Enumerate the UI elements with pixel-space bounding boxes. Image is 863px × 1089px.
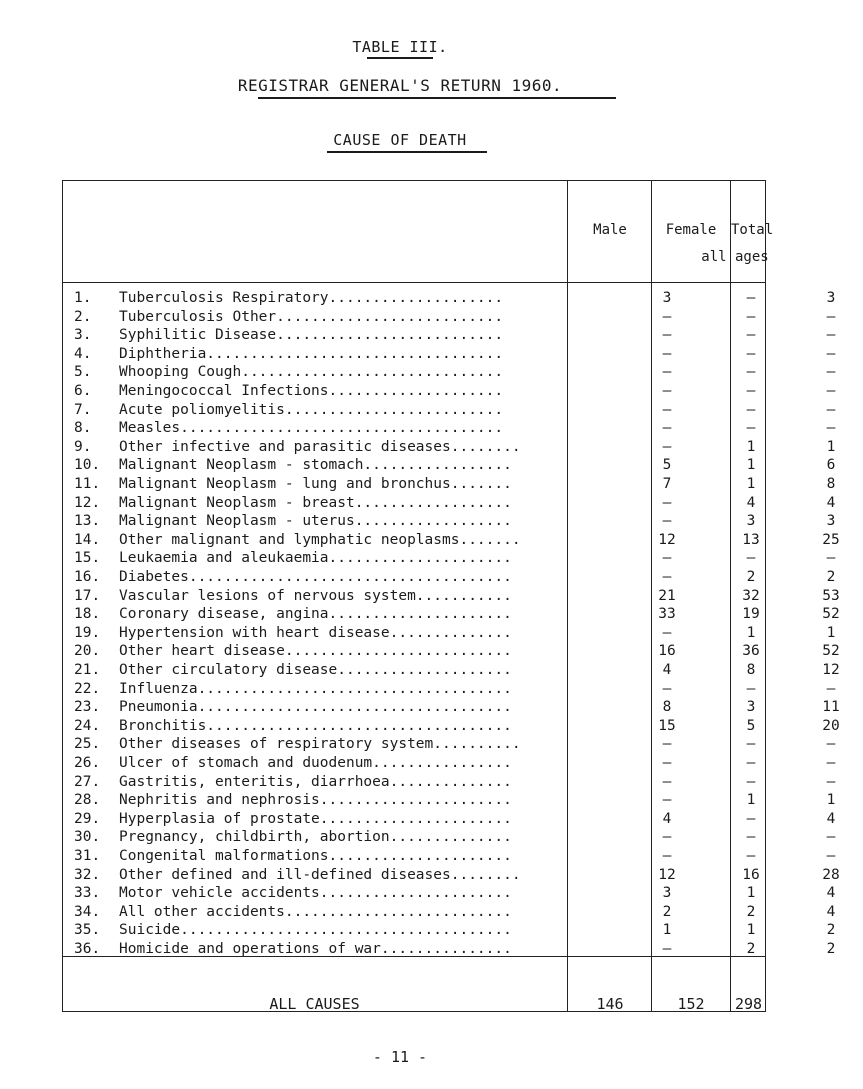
row-number: 33. xyxy=(74,885,101,902)
column-header-total-line2: all ages xyxy=(701,249,769,265)
female-count: – xyxy=(746,829,756,846)
female-count: 1 xyxy=(746,457,756,474)
row-number: 32. xyxy=(74,866,101,883)
total-count: – xyxy=(826,680,836,697)
column-header-total-line1: Total xyxy=(731,222,774,238)
total-count: – xyxy=(826,736,836,753)
table-row xyxy=(62,754,836,773)
row-number: 8. xyxy=(74,420,92,437)
cause-name: Pneumonia.................................... xyxy=(119,699,512,716)
cause-name: Other heart disease.......................... xyxy=(119,643,512,660)
section-underline xyxy=(327,151,487,153)
male-count: 3 xyxy=(662,885,672,902)
cause-name: Gastritis, enteritis, diarrhoea.............. xyxy=(119,773,512,790)
table-row xyxy=(62,438,836,457)
row-number: 12. xyxy=(74,494,101,511)
female-count: – xyxy=(746,290,756,306)
row-number: 1. xyxy=(74,290,92,306)
female-count: 1 xyxy=(746,476,756,492)
table-row xyxy=(62,308,836,327)
cause-name: Syphilitic Disease.......................... xyxy=(119,327,504,344)
all-causes-total: 298 xyxy=(734,995,763,1013)
female-count: 3 xyxy=(746,699,756,716)
male-count: – xyxy=(662,569,672,585)
subtitle-underline xyxy=(258,97,616,99)
cause-name: Suicide...................................... xyxy=(119,922,512,939)
female-count: – xyxy=(746,680,756,697)
table-row xyxy=(62,549,836,568)
row-number: 21. xyxy=(74,662,101,678)
total-count: – xyxy=(826,327,836,344)
row-number: 6. xyxy=(74,383,92,399)
cause-name: Coronary disease, angina..................... xyxy=(119,606,512,623)
cause-name: Malignant Neoplasm - lung and bronchus....... xyxy=(119,476,512,492)
table-row xyxy=(62,698,840,717)
male-count: 12 xyxy=(658,866,676,883)
row-number: 30. xyxy=(74,829,101,846)
cause-name: Vascular lesions of nervous system........... xyxy=(119,587,512,604)
all-causes-female: 152 xyxy=(677,995,705,1013)
table-row xyxy=(62,661,840,680)
total-count: 6 xyxy=(826,457,836,474)
cause-name: Whooping Cough.............................. xyxy=(119,364,504,381)
cause-name: Other infective and parasitic diseases........ xyxy=(119,438,521,455)
row-number: 23. xyxy=(74,699,101,716)
female-count: – xyxy=(746,345,756,362)
male-count: – xyxy=(662,792,672,809)
table-row xyxy=(62,475,836,494)
cause-name: Hypertension with heart disease.............. xyxy=(119,624,512,641)
row-number: 29. xyxy=(74,810,101,827)
female-count: – xyxy=(746,773,756,790)
all-causes-male: 146 xyxy=(596,995,624,1013)
cause-name: Meningococcal Infections.................... xyxy=(119,383,504,399)
row-number: 3. xyxy=(74,327,92,344)
female-count: 1 xyxy=(746,885,756,902)
table-row xyxy=(62,363,836,382)
total-count: 2 xyxy=(826,922,836,939)
female-count: 32 xyxy=(742,587,760,604)
male-count: – xyxy=(662,438,672,455)
cause-name: All other accidents.......................... xyxy=(119,903,512,920)
total-count: 3 xyxy=(826,513,836,530)
report-subtitle: REGISTRAR GENERAL'S RETURN 1960. xyxy=(237,76,563,95)
table-row xyxy=(62,828,836,847)
row-number: 31. xyxy=(74,848,101,864)
table-row xyxy=(62,921,836,940)
table-row xyxy=(62,456,836,475)
cause-name: Acute poliomyelitis......................... xyxy=(119,401,504,418)
table-row xyxy=(62,791,836,810)
title-underline xyxy=(367,57,433,59)
row-number: 9. xyxy=(74,438,92,455)
female-count: 5 xyxy=(746,717,756,734)
female-count: 2 xyxy=(746,903,756,920)
row-number: 5. xyxy=(74,364,92,381)
total-count: 2 xyxy=(826,569,836,585)
male-count: 7 xyxy=(662,476,672,492)
cause-name: Tuberculosis Other.......................... xyxy=(119,308,504,325)
total-count: 3 xyxy=(826,290,836,306)
row-number: 13. xyxy=(74,513,101,530)
male-count: – xyxy=(662,680,672,697)
male-count: 4 xyxy=(662,662,672,678)
table-row xyxy=(62,289,836,308)
cause-name: Diabetes..................................... xyxy=(119,569,512,585)
row-number: 20. xyxy=(74,643,101,660)
table-row xyxy=(62,419,836,438)
total-count: – xyxy=(826,383,836,399)
male-count: – xyxy=(662,364,672,381)
total-count: 4 xyxy=(826,885,836,902)
cause-name: Influenza.................................... xyxy=(119,680,512,697)
cause-name: Other malignant and lymphatic neoplasms....... xyxy=(119,531,521,548)
female-count: – xyxy=(746,308,756,325)
column-header-male: Male xyxy=(593,222,627,238)
table-row xyxy=(62,345,836,364)
female-count: – xyxy=(746,420,756,437)
table-row xyxy=(62,680,836,699)
cause-name: Homicide and operations of war............... xyxy=(119,941,512,957)
female-count: – xyxy=(746,848,756,864)
total-count: 1 xyxy=(826,792,836,809)
male-count: 8 xyxy=(662,699,672,716)
table-row xyxy=(62,717,840,736)
female-count: 1 xyxy=(746,438,756,455)
cause-name: Other diseases of respiratory system.......... xyxy=(119,736,521,753)
female-count: 16 xyxy=(742,866,760,883)
total-count: 53 xyxy=(822,587,840,604)
column-header-total xyxy=(731,218,774,242)
cause-name: Congenital malformations..................... xyxy=(119,848,512,864)
female-count: – xyxy=(746,550,756,567)
total-count: 11 xyxy=(822,699,840,716)
table-row xyxy=(62,940,836,959)
total-count: – xyxy=(826,364,836,381)
table-row xyxy=(62,810,836,829)
male-count: – xyxy=(662,513,672,530)
female-count: 2 xyxy=(746,941,756,957)
female-count: 4 xyxy=(746,494,756,511)
female-count: – xyxy=(746,736,756,753)
row-number: 24. xyxy=(74,717,101,734)
total-count: – xyxy=(826,773,836,790)
total-count: 28 xyxy=(822,866,840,883)
male-count: 21 xyxy=(658,587,676,604)
cause-name: Other defined and ill-defined diseases........ xyxy=(119,866,521,883)
female-count: 19 xyxy=(742,606,760,623)
table-row xyxy=(62,866,840,885)
male-count: 12 xyxy=(658,531,676,548)
row-number: 18. xyxy=(74,606,101,623)
cause-name: Pregnancy, childbirth, abortion.............. xyxy=(119,829,512,846)
cause-name: Nephritis and nephrosis...................... xyxy=(119,792,512,809)
female-count: 1 xyxy=(746,922,756,939)
row-number: 19. xyxy=(74,624,101,641)
female-count: – xyxy=(746,364,756,381)
total-count: 4 xyxy=(826,903,836,920)
total-count: 1 xyxy=(826,438,836,455)
row-number: 7. xyxy=(74,401,92,418)
female-count: – xyxy=(746,401,756,418)
total-count: 4 xyxy=(826,810,836,827)
male-count: 15 xyxy=(658,717,676,734)
total-count: – xyxy=(826,755,836,771)
male-count: – xyxy=(662,736,672,753)
table-row xyxy=(62,512,836,531)
cause-name: Leukaemia and aleukaemia..................... xyxy=(119,550,512,567)
total-count: – xyxy=(826,401,836,418)
row-number: 28. xyxy=(74,792,101,809)
table-row xyxy=(62,568,836,587)
row-number: 10. xyxy=(74,457,101,474)
table-row xyxy=(62,587,840,606)
cause-name: Bronchitis................................... xyxy=(119,717,512,734)
female-count: – xyxy=(746,383,756,399)
male-count: – xyxy=(662,773,672,790)
female-count: 1 xyxy=(746,792,756,809)
section-heading: CAUSE OF DEATH xyxy=(333,131,467,149)
cause-name: Malignant Neoplasm - breast.................. xyxy=(119,494,512,511)
female-count: – xyxy=(746,810,756,827)
table-row xyxy=(62,401,836,420)
row-number: 4. xyxy=(74,345,92,362)
total-count: 12 xyxy=(822,662,840,678)
cause-name: Ulcer of stomach and duodenum................ xyxy=(119,755,512,771)
total-count: – xyxy=(826,829,836,846)
male-count: – xyxy=(662,624,672,641)
male-count: – xyxy=(662,327,672,344)
male-count: – xyxy=(662,420,672,437)
male-count: 5 xyxy=(662,457,672,474)
female-count: 8 xyxy=(746,662,756,678)
row-number: 15. xyxy=(74,550,101,567)
total-count: 2 xyxy=(826,941,836,957)
female-count: 13 xyxy=(742,531,760,548)
male-count: – xyxy=(662,383,672,399)
female-count: – xyxy=(746,755,756,771)
male-count: – xyxy=(662,829,672,846)
row-number: 2. xyxy=(74,308,92,325)
total-count: – xyxy=(826,420,836,437)
row-number: 25. xyxy=(74,736,101,753)
row-number: 27. xyxy=(74,773,101,790)
row-number: 14. xyxy=(74,531,101,548)
page-number: - 11 - xyxy=(372,1048,428,1066)
total-count: 25 xyxy=(822,531,840,548)
table-row xyxy=(62,884,836,903)
cause-name: Tuberculosis Respiratory.................... xyxy=(119,290,504,306)
total-count: 52 xyxy=(822,606,840,623)
total-count: 4 xyxy=(826,494,836,511)
table-row xyxy=(62,847,836,866)
row-number: 26. xyxy=(74,755,101,771)
row-number: 16. xyxy=(74,569,101,585)
male-count: 16 xyxy=(658,643,676,660)
male-count: 3 xyxy=(662,290,672,306)
table-row xyxy=(62,735,836,754)
table-row xyxy=(62,773,836,792)
table-row xyxy=(62,382,836,401)
table-row xyxy=(62,642,840,661)
cause-name: Diphtheria.................................. xyxy=(119,345,504,362)
male-count: 1 xyxy=(662,922,672,939)
male-count: – xyxy=(662,755,672,771)
cause-name: Measles..................................... xyxy=(119,420,504,437)
male-count: 2 xyxy=(662,903,672,920)
male-count: – xyxy=(662,345,672,362)
male-count: 33 xyxy=(658,606,676,623)
male-count: – xyxy=(662,401,672,418)
total-count: – xyxy=(826,345,836,362)
female-count: 3 xyxy=(746,513,756,530)
total-count: – xyxy=(826,550,836,567)
table-row xyxy=(62,605,840,624)
table-row xyxy=(62,624,836,643)
column-header-female: Female xyxy=(665,222,717,238)
male-count: – xyxy=(662,550,672,567)
row-number: 34. xyxy=(74,903,101,920)
row-number: 11. xyxy=(74,476,101,492)
total-count: – xyxy=(826,848,836,864)
cause-name: Motor vehicle accidents...................... xyxy=(119,885,512,902)
cause-name: Malignant Neoplasm - uterus.................. xyxy=(119,513,512,530)
total-count: 52 xyxy=(822,643,840,660)
table-row xyxy=(62,903,836,922)
male-count: – xyxy=(662,308,672,325)
female-count: – xyxy=(746,327,756,344)
female-count: 1 xyxy=(746,624,756,641)
male-count: – xyxy=(662,848,672,864)
total-count: – xyxy=(826,308,836,325)
total-count: 1 xyxy=(826,624,836,641)
cause-name: Hyperplasia of prostate...................... xyxy=(119,810,512,827)
cause-name: Other circulatory disease.................... xyxy=(119,662,512,678)
male-count: – xyxy=(662,941,672,957)
total-count: 20 xyxy=(822,717,840,734)
male-count: – xyxy=(662,494,672,511)
table-row xyxy=(62,326,836,345)
cause-name: Malignant Neoplasm - stomach................. xyxy=(119,457,512,474)
male-count: 4 xyxy=(662,810,672,827)
row-number: 35. xyxy=(74,922,101,939)
row-number: 17. xyxy=(74,587,101,604)
all-causes-label: ALL CAUSES xyxy=(269,995,360,1013)
table-row xyxy=(62,494,836,513)
header-divider xyxy=(62,282,766,283)
table-row xyxy=(62,531,840,550)
row-number: 36. xyxy=(74,941,101,957)
female-count: 2 xyxy=(746,569,756,585)
female-count: 36 xyxy=(742,643,760,660)
row-number: 22. xyxy=(74,680,101,697)
table-title: TABLE III. xyxy=(352,38,448,56)
total-count: 8 xyxy=(826,476,836,492)
